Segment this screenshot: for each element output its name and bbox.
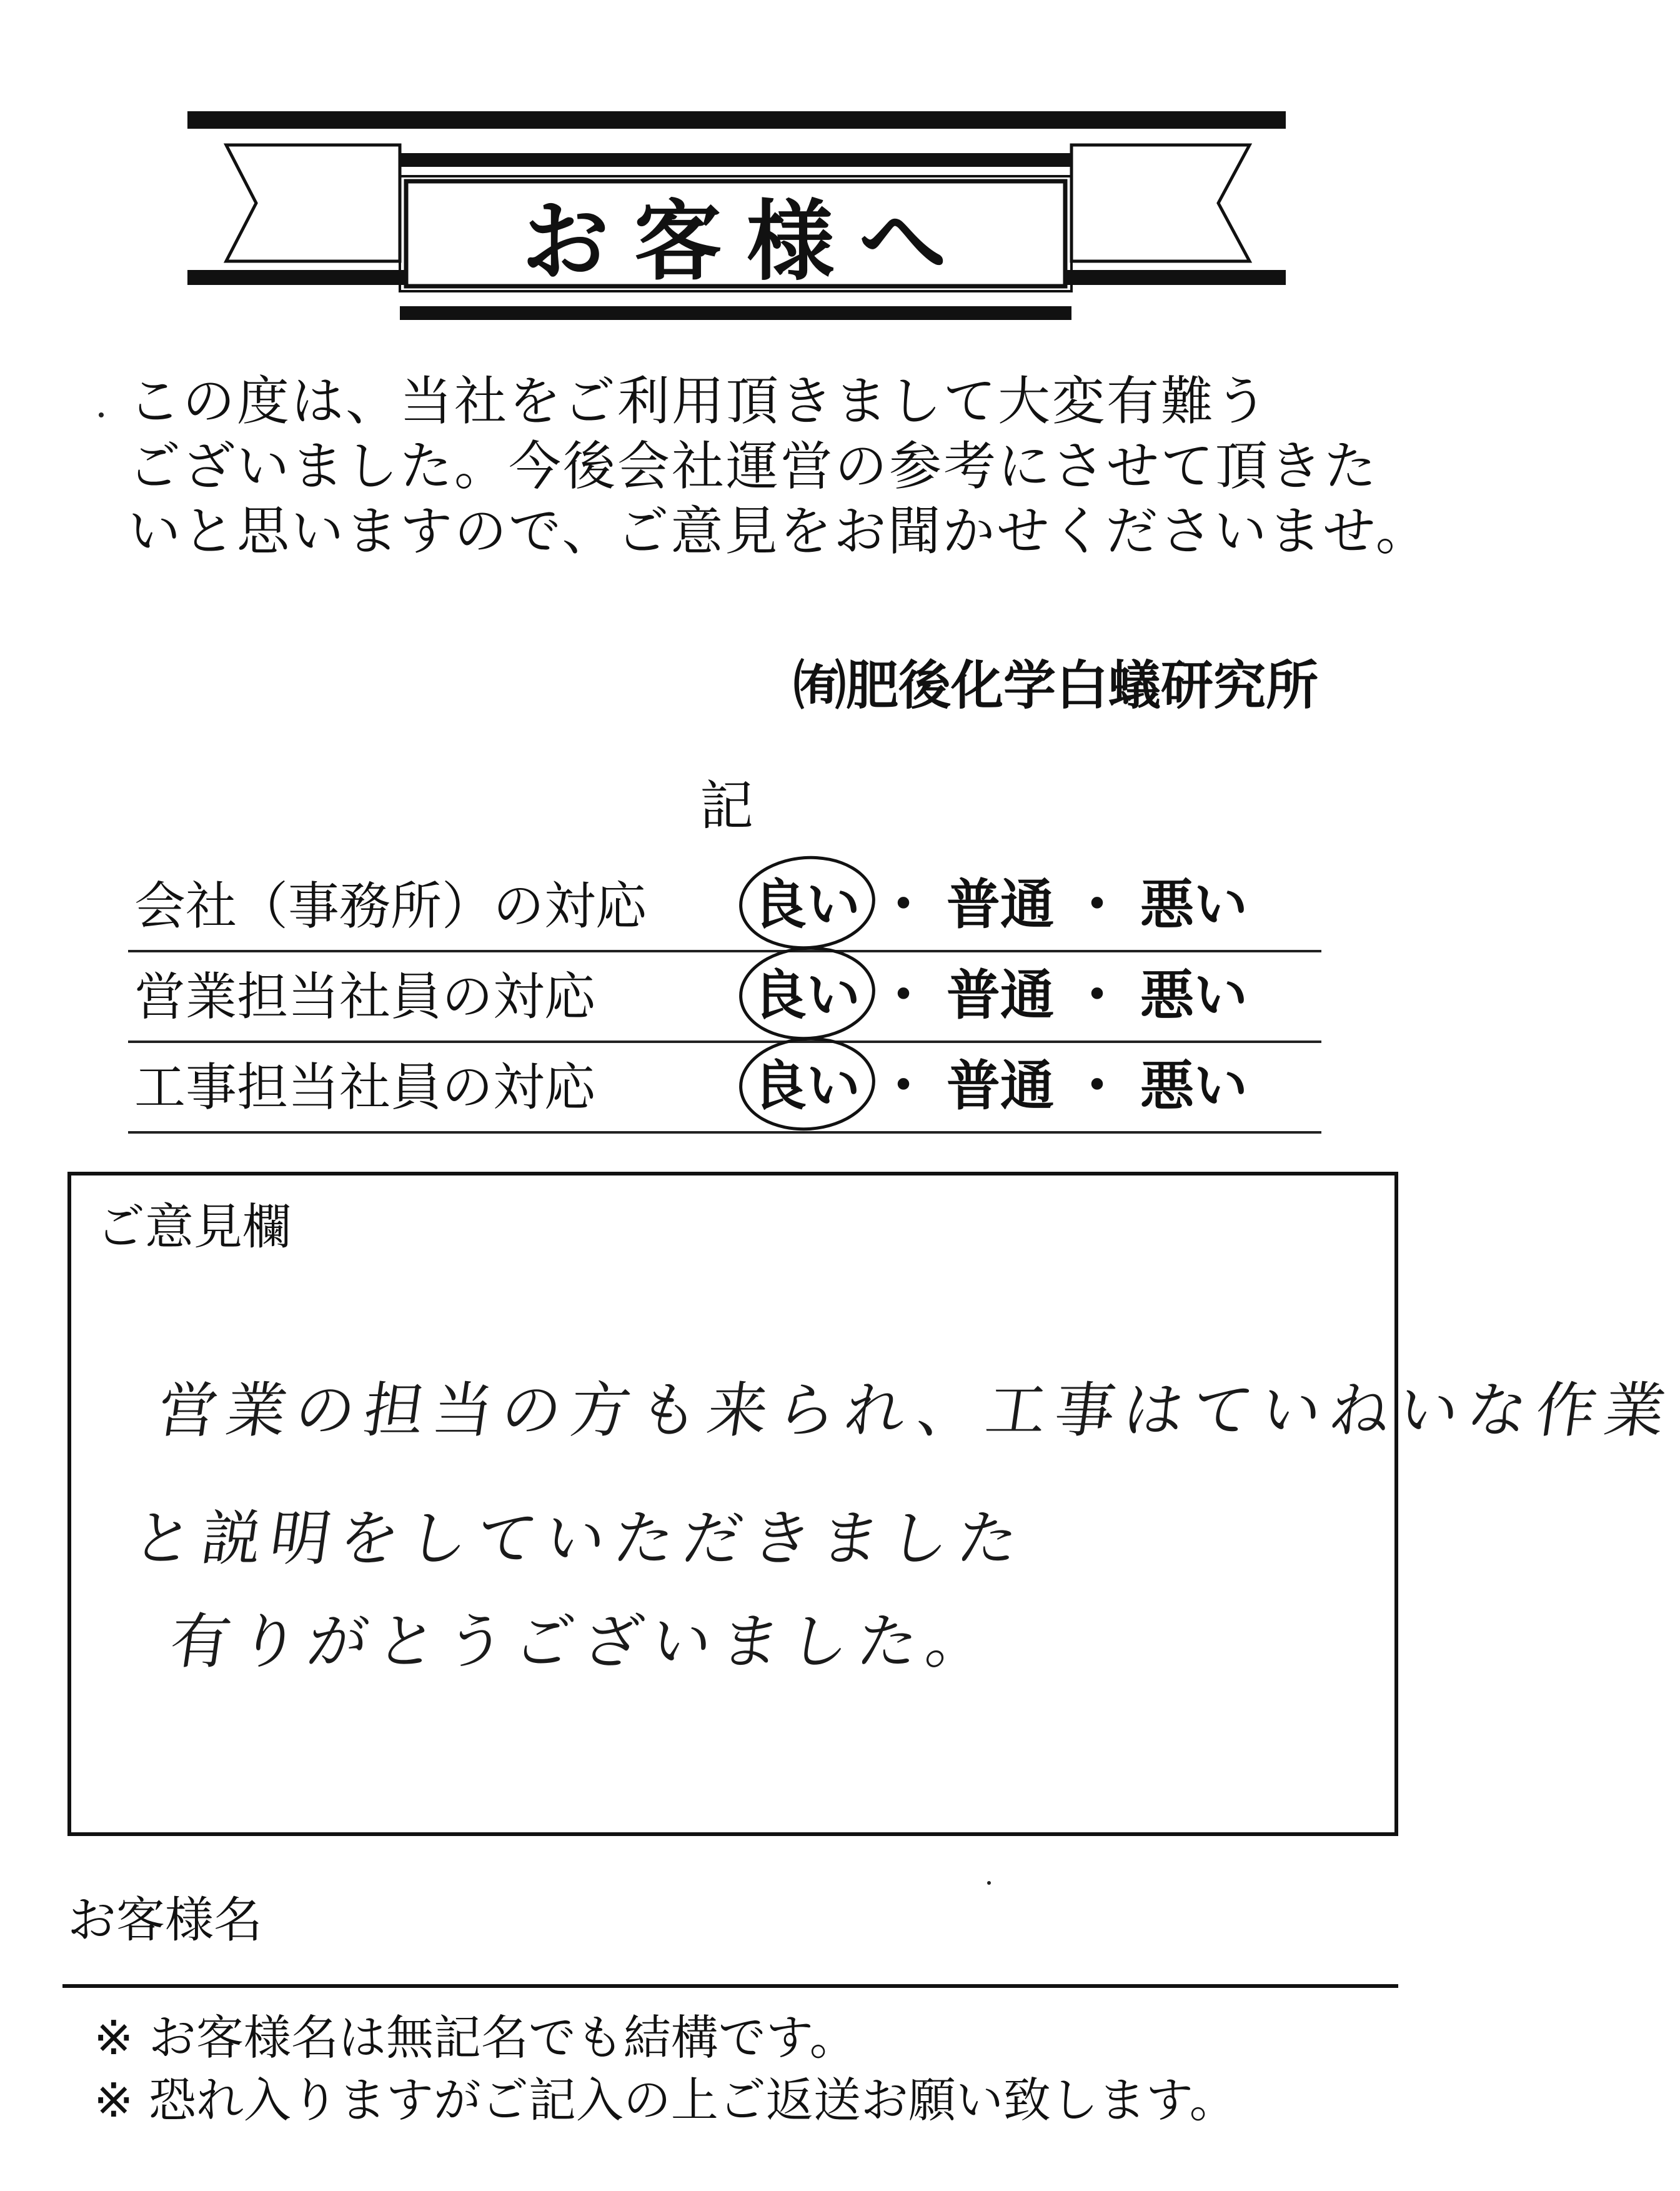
stray-mark bbox=[99, 412, 104, 417]
ribbon-left-tail bbox=[226, 145, 400, 261]
rating-row-office bbox=[128, 862, 1321, 952]
rating-label: 会社（事務所）の対応 bbox=[134, 877, 647, 936]
rating-row-construction bbox=[128, 1044, 1321, 1134]
intro-line: この度は、当社をご利用頂きまして大変有難う bbox=[128, 371, 1270, 432]
rating-options bbox=[753, 861, 1248, 939]
ki-heading: 記 bbox=[700, 775, 753, 837]
rating-option-good[interactable]: 良い bbox=[753, 1042, 860, 1120]
stray-mark bbox=[987, 1881, 991, 1885]
rating-separator: ・ bbox=[1070, 1055, 1124, 1117]
rating-row-sales bbox=[128, 953, 1321, 1043]
handwritten-line: 営業の担当の方も来られ、工事はていねいな作業 bbox=[153, 1375, 1679, 1445]
rating-option-normal[interactable]: 普通 bbox=[947, 964, 1054, 1027]
opinion-box[interactable] bbox=[67, 1172, 1679, 1836]
rating-label: 工事担当社員の対応 bbox=[134, 1058, 596, 1117]
rating-option-good[interactable]: 良い bbox=[753, 952, 860, 1029]
rating-option-normal[interactable]: 普通 bbox=[947, 874, 1054, 936]
note-return: ※ 恐れ入りますがご記入の上ご返送お願い致します。 bbox=[94, 2072, 1237, 2128]
rating-option-normal[interactable]: 普通 bbox=[947, 1055, 1054, 1117]
rating-options bbox=[753, 952, 1248, 1029]
rating-option-bad[interactable]: 悪い bbox=[1140, 964, 1248, 1027]
intro-paragraph bbox=[128, 369, 1430, 564]
rating-separator: ・ bbox=[877, 1055, 930, 1117]
opinion-title: ご意見欄 bbox=[96, 1199, 292, 1255]
handwritten-line: 有りがとうございました。 bbox=[166, 1607, 1000, 1677]
customer-name-line[interactable] bbox=[62, 1984, 1398, 1988]
banner-top-bar bbox=[187, 111, 1286, 129]
note-anonymous: ※ お客様名は無記名でも結構です。 bbox=[94, 2010, 857, 2065]
handwritten-line: と説明をしていただきました bbox=[128, 1504, 1031, 1574]
rating-separator: ・ bbox=[1070, 874, 1124, 936]
rating-label: 営業担当社員の対応 bbox=[134, 967, 596, 1027]
company-name: ㈲肥後化学白蟻研究所 bbox=[793, 655, 1318, 716]
intro-line: いと思いますので、ご意見をお聞かせくださいませ。 bbox=[128, 501, 1430, 562]
rating-separator: ・ bbox=[1070, 964, 1124, 1027]
customer-name-label: お客様名 bbox=[67, 1892, 263, 1949]
ribbon-right-tail bbox=[1071, 145, 1250, 261]
page-title: お客様へ bbox=[521, 190, 972, 293]
rating-options bbox=[753, 1042, 1248, 1120]
banner-inner-bottom-bar bbox=[400, 306, 1071, 320]
rating-separator: ・ bbox=[877, 874, 930, 936]
rating-separator: ・ bbox=[877, 964, 930, 1027]
rating-option-bad[interactable]: 悪い bbox=[1140, 1055, 1248, 1117]
rating-option-bad[interactable]: 悪い bbox=[1140, 874, 1248, 936]
intro-line: ございました。今後会社運営の参考にさせて頂きた bbox=[128, 436, 1379, 497]
rating-option-good[interactable]: 良い bbox=[753, 861, 860, 939]
banner-inner-top-bar bbox=[400, 153, 1071, 167]
